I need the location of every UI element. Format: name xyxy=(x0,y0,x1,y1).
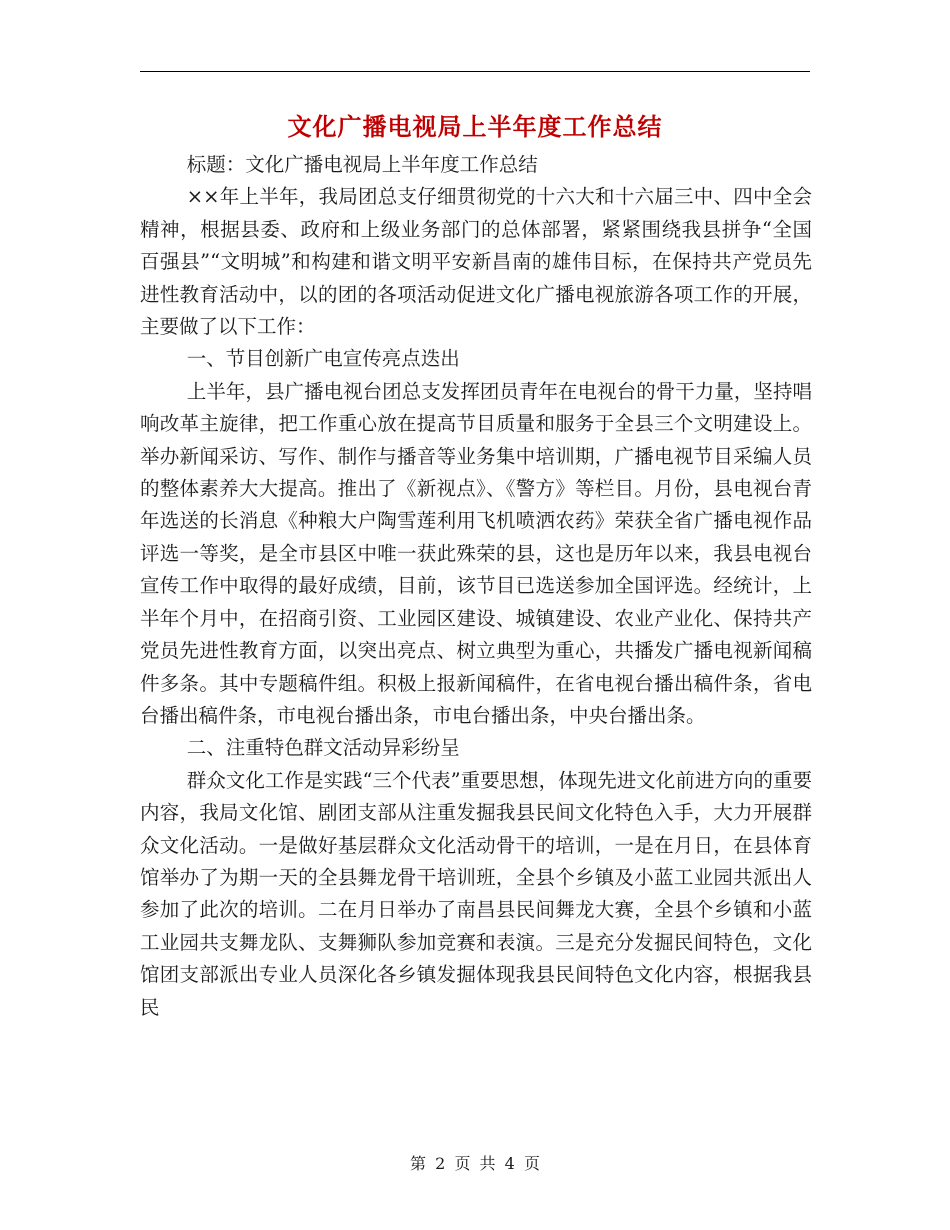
footer-current-page: 2 xyxy=(435,1154,446,1173)
paragraph-section-2: 群众文化工作是实践“三个代表”重要思想，体现先进文化前进方向的重要内容，我局文化馆、剧团支部从注重发掘我县民间文化特色入手，大力开展群众文化活动。一是做好基层群众文化活动骨干的培训，一是在月日，在县体育馆举办了为期一天的全县舞龙骨干培训班，全县个乡镇及小蓝工业园共派出人参加了此次的培训。二在月日举办了南昌县民间舞龙大赛，全县个乡镇和小蓝工业园共支舞龙队、支舞狮队参加竞赛和表演。三是充分发掘民间特色，文化馆团支部派出专业人员深化各乡镇发掘体现我县民间特色文化内容，根据我县民 xyxy=(140,768,812,1019)
paragraph-intro: ××年上半年，我局团总支仔细贯彻党的十六大和十六届三中、四中全会精神，根据县委、政府和上级业务部门的总体部署，紧紧围绕我县拼争“全国百强县”“文明城”和构建和谐文明平安新昌南的雄伟目标，在保持共产党员先进性教育活动中，以的团的各项活动促进文化广播电视旅游各项工作的开展，主要做了以下工作： xyxy=(140,185,812,339)
footer-page-word: 页 xyxy=(454,1154,471,1173)
section-heading-1: 一、节目创新广电宣传亮点迭出 xyxy=(186,347,460,371)
footer-suffix: 页 xyxy=(523,1154,540,1173)
page-footer xyxy=(0,1152,950,1176)
paragraph-section-1: 上半年，县广播电视台团总支发挥团员青年在电视台的骨干力量，坚持唱响改革主旋律，把工作重心放在提高节目质量和服务于全县三个文明建设上。举办新闻采访、写作、制作与播音等业务集中培训期，广播电视节目采编人员的整体素养大大提高。推出了《新视点》、《警方》等栏目。月份，县电视台青年选送的长消息《种粮大户陶雪莲利用飞机喷洒农药》荣获全省广播电视作品评选一等奖，是全市县区中唯一获此殊荣的县，这也是历年以来，我县电视台宣传工作中取得的最好成绩，目前，该节目已选送参加全国评选。经统计，上半年个月中，在招商引资、工业园区建设、城镇建设、农业产业化、保持共产党员先进性教育方面，以突出亮点、树立典型为重心，共播发广播电视新闻稿件多条。其中专题稿件组。积极上报新闻稿件，在省电视台播出稿件条，省电台播出稿件条，市电视台播出条，市电台播出条，中央台播出条。 xyxy=(140,379,812,727)
document-body xyxy=(140,149,812,1024)
paragraph-subject: 标题：文化广播电视局上半年度工作总结 xyxy=(186,153,538,176)
document-title: 文化广播电视局上半年度工作总结 xyxy=(287,112,663,141)
footer-total-prefix: 共 xyxy=(479,1154,496,1173)
section-heading-2: 二、注重特色群文活动异彩纷呈 xyxy=(186,736,460,760)
footer-total-pages: 4 xyxy=(504,1154,515,1173)
header-rule xyxy=(140,71,810,72)
footer-prefix: 第 xyxy=(410,1154,427,1173)
